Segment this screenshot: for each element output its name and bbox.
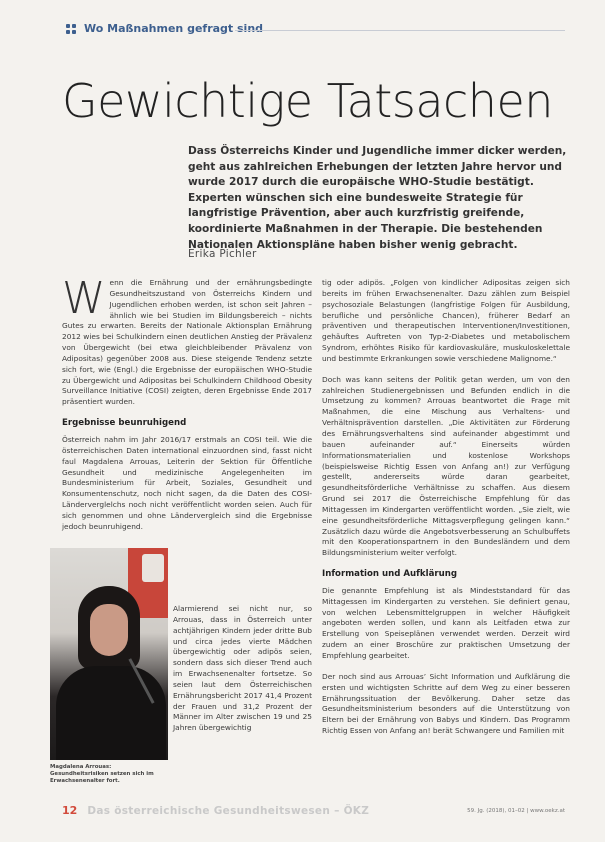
paragraph-consequences: tig oder adipös. „Folgen von kindlicher Adipositas zeigen sich bereits im frühen Erwachsenenalter. Dazu zählen zum Beispiel psychosoziale Belastungen (langfristige Folgen für Ausbildung, berufliche und persönliche Chancen), früherer Bedarf an präventiven und therapeutischen Interventionen/Investitionen, gehäuftes Auftreten von Typ-2-Diabetes und metabolischem Syndrom, erhöhtes Risiko für kardiovaskuläre, muskuloskelettale und bestimmte Erkrankungen sowie verschiedene Malignome.“: [322, 278, 570, 363]
paragraph-information: Der noch sind aus Arrouas’ Sicht Information und Aufklärung die ersten und wichtigsten Schritte auf dem Weg zu einer besseren Ernährungssituation der Bevölkerung. Daher setze das Gesundheitsministerium besonders auf die Unterstützung von Eltern bei der Ernährung von Babys und Kindern. Das Programm Richtig Essen von Anfang an! berät Schwangere und Familien mit: [322, 671, 570, 736]
paragraph-intro-text: enn die Ernährung und der ernährungsbedingte Gesundheitszustand von Österreichs Kindern und Jugendlichen erhoben werden, ist schon seit Jahren – ähnlich wie bei Studien im Bildungsbereich – nichts Gutes zu erwarten. Bereits der Nationale Aktionsplan Ernährung 2012 wies bei Schulkindern einen deutlichen Anstieg der Prävalenz von Übergewicht (bei etwa gleichbleibender Prävalenz von Adipositas) gegenüber 2008 aus. Diese steigende Tendenz setzte sich fort, wie (Engl.) die Ergebnisse der europäischen WHO-Studie zu Übergewicht und Adipositas bei Schulkindern Childhood Obesity Surveillance Initiative (COSI) zeigten, deren Ergebnisse Ende 2017 präsentiert wurden.: [62, 278, 312, 407]
text-column-left: [62, 273, 312, 543]
article-lead: Dass Österreichs Kinder und Jugendliche immer dicker werden, geht aus zahlreichen Erhebungen der letzten Jahre hervor und wurde 2017 durch die europäische WHO-Studie bestätigt. Experten wünschen sich eine bundesweite Strategie für langfristige Prävention, aber auch kurzfristig greifende, koordinierte Maßnahmen in der Therapie. Die bestehenden Nationalen Aktionspläne haben bisher wenig gebracht.: [188, 145, 567, 251]
page-number: 12: [62, 804, 78, 817]
paragraph-alarm: Alarmierend sei nicht nur, so Arrouas, dass in Österreich unter achtjährigen Kindern jeder dritte Bub und circa jedes vierte Mädchen übergewichtig oder adipös seien, sondern dass sich dieser Trend auch im Erwachsenenalter fortsetze. So seien laut dem Österreichischen Ernährungsbericht 2017 41,4 Prozent der Frauen und 31,2 Prozent der Männer im Alter zwischen 19 und 25 Jahren übergewichtig: [173, 604, 312, 733]
portrait-photo: [50, 548, 168, 760]
photo-body: [56, 666, 166, 760]
paragraph-recommendation: Die genannte Empfehlung ist als Mindeststandard für das Mittagessen im Kindergarten zu verstehen. Sie definiert genau, von welchen Lebensmittelgruppen in welcher Häufigkeit angeboten werden sollen, und kann als Leitfaden etwa zur Erstellung von Speiseplänen verwendet werden. Derzeit wird zudem an einer Broschüre zur praktischen Umsetzung der Empfehlung gearbeitet.: [322, 585, 570, 660]
article-title: Gewichtige Tatsachen: [62, 74, 553, 128]
paragraph-intro: [62, 273, 312, 408]
subhead-results: Ergebnisse beunruhigend: [62, 418, 187, 429]
page-footer: [62, 804, 369, 817]
header-rule: [235, 30, 565, 31]
photo-face: [90, 604, 128, 656]
paragraph-politics: Doch was kann seitens der Politik getan werden, um von den zahlreichen Studienergebnissen und Befunden endlich in die Umsetzung zu kommen? Arrouas beantwortet die Frage mit Maßnahmen, die eine Mischung aus Verhaltens- und Verhältnisprävention darstellen. „Die Aktivitäten zur Förderung des Ernährungsverhaltens sind aufeinander abgestimmt und bauen aufeinander auf.“ Einerseits würden Informationsmaterialien und kostenlose Workshops (beispielsweise Richtig Essen von Anfang an!) zur Verfügung gestellt, andererseits würde daran gearbeitet, gesundheitsförderliche Verhältnisse zu schaffen. Aus diesem Grund sei 2017 die Österreichische Empfehlung für das Mittagessen im Kindergarten veröffentlicht worden. „Sie zielt, wie eine gesundheitsförderliche Mittagsverpflegung gelingen kann.“ Zusätzlich dazu würde die Angebotsverbesserung an Schulbuffets mit den Kooperationspartnern in den Bundesländern und dem Bildungsministerium weiter verfolgt.: [322, 374, 570, 558]
publication-name: Das österreichische Gesundheitswesen – ÖKZ: [87, 805, 370, 817]
photo-background-sign-2: [142, 554, 164, 582]
section-label: Wo Maßnahmen gefragt sind: [84, 22, 264, 35]
section-dots-icon: [66, 24, 76, 34]
article-author: Erika Pichler: [188, 248, 257, 260]
footer-issue-info: 59. Jg. (2018), 01–02 | www.oekz.at: [467, 808, 565, 814]
dropcap: W: [62, 273, 106, 324]
paragraph-results: Österreich nahm im Jahr 2016/17 erstmals an COSI teil. Wie die österreichischen Daten international einzuordnen sind, fasst nicht faul Magdalena Arrouas, Leiterin der Sektion für Öffentliche Gesundheit und medizinische Angelegenheiten im Bundesministerium für Arbeit, Soziales, Gesundheit und Konsumentenschutz, noch nicht sagen, da die Daten des COSI-Länderverglelchs noch nicht veröffentlicht worden seien. Auch für sich genommen und ohne Ländervergleich sind die Ergebnisse jedoch beunruhigend.: [62, 434, 312, 531]
photo-caption: Magdalena Arrouas: Gesundheitsrisiken setzen sich im Erwachsenenalter fort.: [50, 764, 154, 784]
section-tag: [66, 22, 263, 35]
subhead-information: Information und Aufklärung: [322, 569, 457, 580]
text-column-right: [322, 278, 570, 747]
text-column-left-narrow: [173, 604, 312, 744]
